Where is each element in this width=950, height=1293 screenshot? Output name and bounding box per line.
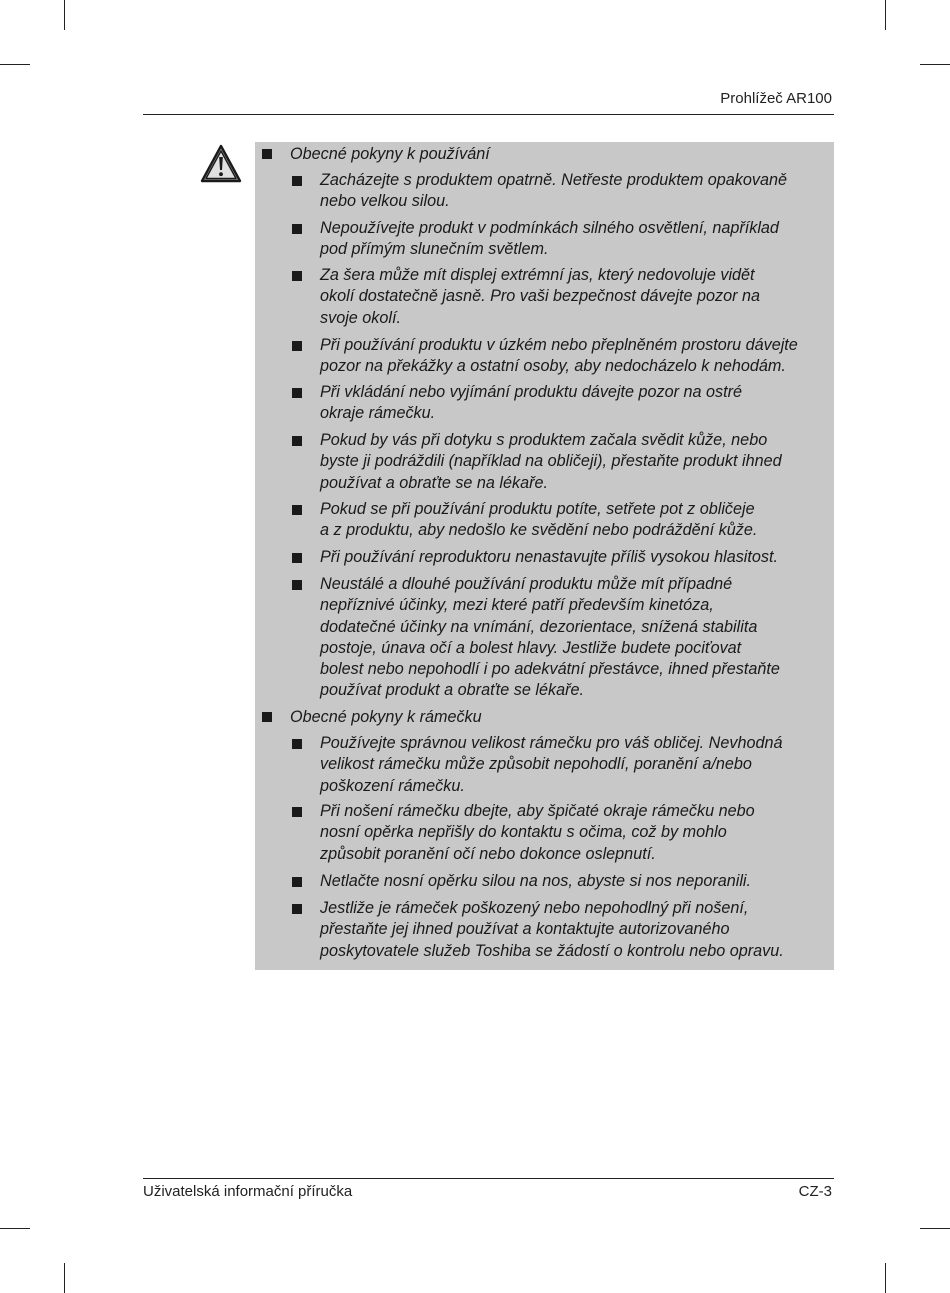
crop-mark [920,64,950,65]
crop-mark [885,0,886,30]
list-item: Pokud se při používání produktu potíte, setřete pot z obličeje a z produktu, aby nedošlo ke svědění nebo podráždění kůže. [320,500,758,540]
list-item: Pokud by vás při dotyku s produktem začala svědit kůže, nebo byste ji podráždili (například na obličeji), přestaňte produkt ihned používat a obraťte se na lékaře. [320,431,782,492]
crop-mark [920,1228,950,1229]
item-bullet [292,904,302,914]
list-item: Za šera může mít displej extrémní jas, který nedovoluje vidět okolí dostatečně jasně. Pro vaši bezpečnost dávejte pozor na svoje okolí. [320,266,761,327]
list-item: Jestliže je rámeček poškozený nebo nepohodlný při nošení, přestaňte jej ihned používat a kontaktujte autorizovaného poskytovatele služeb Toshiba se žádostí o kontrolu nebo opravu. [320,899,784,960]
list-item: Při používání produktu v úzkém nebo přeplněném prostoru dávejte pozor na překážky a ostatní osoby, aby nedocházelo k nehodám. [320,336,798,376]
item-bullet [292,877,302,887]
item-bullet [292,176,302,186]
section-heading: Obecné pokyny k rámečku [290,708,482,726]
item-bullet [292,436,302,446]
footer-manual-title: Uživatelská informační příručka [143,1183,353,1200]
section-bullet [262,149,272,159]
page-header-title: Prohlížeč AR100 [720,90,832,107]
list-item: Při nošení rámečku dbejte, aby špičaté okraje rámečku nebo nosní opěrka nepřišly do kontaktu s očima, což by mohlo způsobit poranění očí nebo dokonce oslepnutí. [320,802,755,863]
item-bullet [292,271,302,281]
list-item: Neustálé a dlouhé používání produktu může mít případné nepříznivé účinky, mezi které patří především kinetóza, dodatečné účinky na vnímání, dezorientace, snížená stabilita postoje, únava očí a bolest hlavy. Jestliže budete pociťovat bolest nebo nepohodlí i po adekvátní přestávce, ihned přestaňte používat produkt a obraťte se lékaře. [320,575,780,700]
list-item: Při používání reproduktoru nenastavujte příliš vysokou hlasitost. [320,548,778,566]
section-bullet [262,712,272,722]
item-bullet [292,341,302,351]
crop-mark [0,1228,30,1229]
item-bullet [292,505,302,515]
list-item: Nepoužívejte produkt v podmínkách silného osvětlení, například pod přímým slunečním světlem. [320,219,779,259]
crop-mark [64,0,65,30]
item-bullet [292,553,302,563]
header-rule [143,114,834,115]
list-item: Při vkládání nebo vyjímání produktu dávejte pozor na ostré okraje rámečku. [320,383,743,423]
item-bullet [292,807,302,817]
page-number: CZ-3 [798,1183,832,1200]
crop-mark [0,64,30,65]
footer-rule [143,1178,834,1179]
crop-mark [885,1263,886,1293]
item-bullet [292,224,302,234]
list-item: Používejte správnou velikost rámečku pro váš obličej. Nevhodná velikost rámečku může způsobit nepohodlí, poranění a/nebo poškození rámečku. [320,734,783,795]
list-item: Zacházejte s produktem opatrně. Netřeste produktem opakovaně nebo velkou silou. [320,171,788,211]
safety-notice-box [255,142,834,970]
item-bullet [292,388,302,398]
crop-mark [64,1263,65,1293]
list-item: Netlačte nosní opěrku silou na nos, abyste si nos neporanili. [320,872,752,890]
item-bullet [292,739,302,749]
item-bullet [292,580,302,590]
warning-triangle-icon [200,144,242,184]
section-heading: Obecné pokyny k používání [290,145,490,163]
